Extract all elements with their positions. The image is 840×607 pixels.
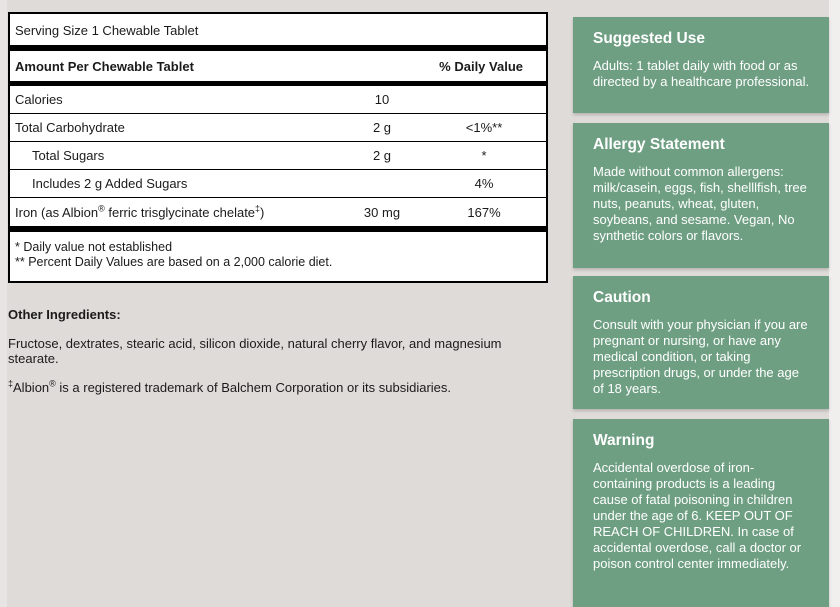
iron-name-text: Iron (as Albion <box>15 204 99 220</box>
nutrient-dv: 4% <box>474 176 494 191</box>
table-row-added-sugars <box>10 170 546 198</box>
info-box-body: Adults: 1 tablet daily with food or as directed by a healthcare professional. <box>593 58 810 89</box>
serving-size-row <box>10 14 546 45</box>
info-box-body: Accidental overdose of iron-containing products is a leading cause of fatal poisoning in children under the age of 6. KEEP OUT OF REACH OF CHILDREN. In case of accidental overdose, call a doctor or poison control center immediately. <box>593 460 802 571</box>
footnote-daily-value: * Daily value not established <box>15 240 173 254</box>
info-box-title: Caution <box>593 289 651 306</box>
registered-mark: ® <box>49 378 56 389</box>
facts-footnotes <box>10 232 546 281</box>
table-row-total-carbohydrate <box>10 114 546 142</box>
info-box-allergy-statement <box>573 123 829 268</box>
info-box-body: Made without common allergens: milk/casein, eggs, fish, shelllfish, tree nuts, peanuts, wheat, gluten, soybeans, and sesame. Vegan, No synthetic colors or flavors. <box>593 164 807 243</box>
nutrient-amount: 2 g <box>372 148 392 163</box>
nutrient-amount: 30 mg <box>363 204 401 220</box>
nutrient-name: Total Sugars <box>32 148 105 163</box>
other-ingredients-section <box>8 307 548 395</box>
nutrient-name: Includes 2 g Added Sugars <box>32 176 188 191</box>
table-row-iron <box>10 198 546 226</box>
info-box-title: Allergy Statement <box>593 136 725 153</box>
nutrient-dv: * <box>481 148 487 163</box>
info-box-suggested-use <box>573 17 829 113</box>
amount-per-label: Amount Per Chewable Tablet <box>15 59 194 74</box>
trademark-name: Albion <box>13 380 50 395</box>
nutrient-name <box>15 205 328 220</box>
nutrient-name: Total Carbohydrate <box>15 120 125 135</box>
info-box-caution <box>573 276 829 409</box>
facts-header-row <box>10 51 546 81</box>
iron-name-text: ferric trisglycinate chelate <box>104 204 256 220</box>
trademark-text: is a registered trademark of Balchem Corporation or its subsidiaries. <box>55 380 452 395</box>
nutrient-dv: 167% <box>467 204 501 220</box>
info-box-body: Consult with your physician if you are pregnant or nursing, or have any medical condition, or taking prescription drugs, or under the age of 18 years. <box>593 317 808 396</box>
info-boxes-column <box>573 17 829 607</box>
nutrient-amount: 2 g <box>372 120 392 135</box>
registered-mark: ® <box>98 203 105 214</box>
double-dagger-mark: ‡ <box>8 378 14 389</box>
iron-name-text: ) <box>260 204 265 220</box>
footnote-percent-dv: ** Percent Daily Values are based on a 2,000 calorie diet. <box>15 255 333 269</box>
daily-value-label: % Daily Value <box>439 59 523 74</box>
trademark-note <box>8 380 548 395</box>
label-details-column <box>8 12 548 395</box>
page-right-edge <box>829 0 840 607</box>
serving-size-text: Serving Size 1 Chewable Tablet <box>15 23 199 38</box>
info-box-title: Warning <box>593 432 655 449</box>
table-row-calories <box>10 86 546 114</box>
page-left-edge <box>0 0 7 607</box>
other-ingredients-heading: Other Ingredients: <box>8 307 121 322</box>
table-row-total-sugars <box>10 142 546 170</box>
info-box-warning <box>573 419 829 607</box>
info-box-title: Suggested Use <box>593 30 705 47</box>
supplement-facts-panel <box>8 12 548 283</box>
nutrient-name: Calories <box>15 92 63 107</box>
double-dagger-mark: ‡ <box>255 203 261 214</box>
other-ingredients-text: Fructose, dextrates, stearic acid, silicon dioxide, natural cherry flavor, and magnesium stearate. <box>8 336 502 366</box>
nutrient-amount: 10 <box>374 92 390 107</box>
nutrient-dv: <1%** <box>465 120 503 135</box>
